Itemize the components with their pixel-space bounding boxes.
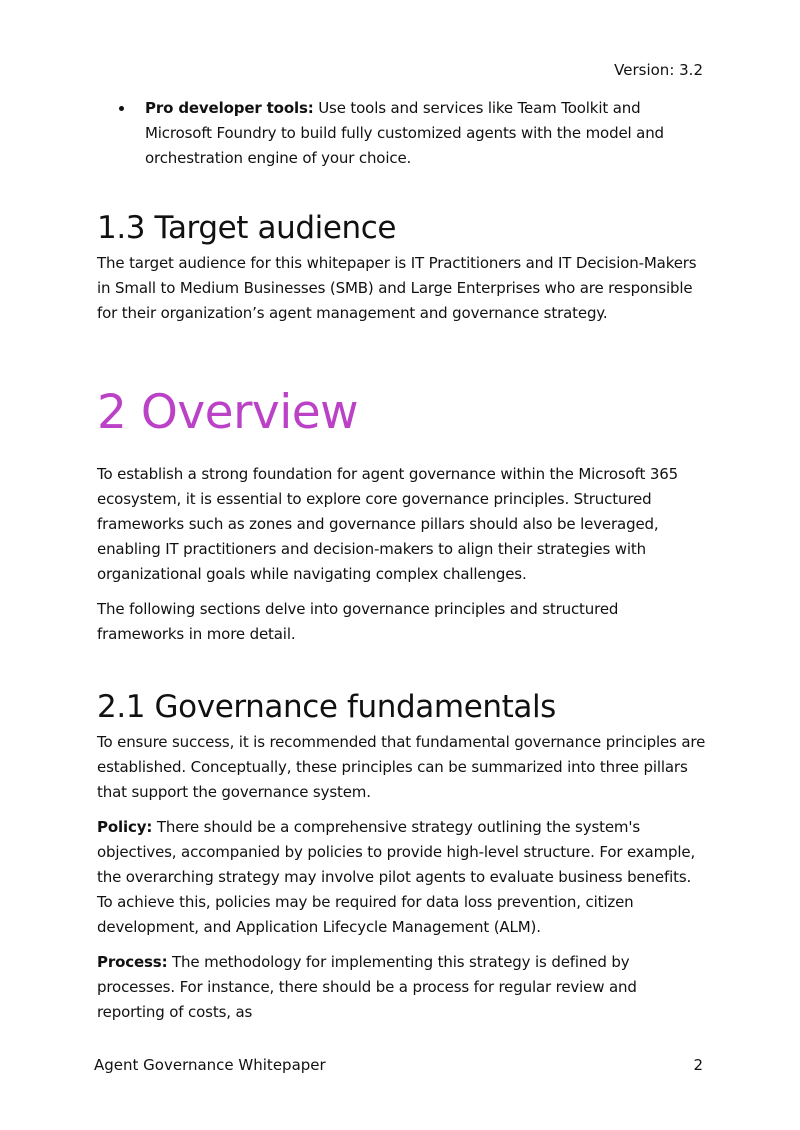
process-text: The methodology for implementing this strategy is defined by processes. For instance, there should be a process for regular review and reporting of costs, as	[97, 953, 637, 1021]
heading-governance-fundamentals: 2.1 Governance fundamentals	[97, 689, 556, 725]
target-audience-paragraph: The target audience for this whitepaper is IT Practitioners and IT Decision-Makers in Small to Medium Businesses (SMB) and Large Enterprises who are responsible for their organization’s agent management and governance strategy.	[97, 254, 697, 322]
version-label: Version: 3.2	[614, 61, 703, 79]
bullet-list	[97, 96, 707, 171]
footer-title: Agent Governance Whitepaper	[94, 1056, 326, 1074]
governance-intro-paragraph: To ensure success, it is recommended that fundamental governance principles are established. Conceptually, these principles can be summarized into three pillars that support the governance system.	[97, 733, 706, 801]
page-content	[97, 96, 707, 1035]
heading-overview: 2 Overview	[97, 385, 359, 440]
policy-paragraph	[97, 815, 707, 940]
process-paragraph	[97, 950, 707, 1025]
bullet-icon	[119, 106, 124, 111]
bullet-label: Pro developer tools:	[145, 99, 314, 117]
page-number: 2	[693, 1056, 703, 1074]
overview-paragraph-1: To establish a strong foundation for agent governance within the Microsoft 365 ecosystem, it is essential to explore core governance principles. Structured frameworks such as zones and governance pillars should also be leveraged, enabling IT practitioners and decision-makers to align their strategies with organizational goals while navigating complex challenges.	[97, 465, 679, 583]
policy-text: There should be a comprehensive strategy outlining the system's objectives, accompanied by policies to provide high-level structure. For example, the overarching strategy may involve pilot agents to evaluate business benefits. To achieve this, policies may be required for data loss prevention, citizen development, and Application Lifecycle Management (ALM).	[97, 818, 696, 936]
list-item	[97, 96, 707, 171]
heading-target-audience: 1.3 Target audience	[97, 210, 397, 246]
process-label: Process:	[97, 953, 168, 971]
overview-paragraph-2: The following sections delve into governance principles and structured frameworks in more detail.	[97, 600, 619, 643]
bullet-text: Use tools and services like Team Toolkit and Microsoft Foundry to build fully customized agents with the model and orchestration engine of your choice.	[145, 99, 664, 167]
policy-label: Policy:	[97, 818, 153, 836]
